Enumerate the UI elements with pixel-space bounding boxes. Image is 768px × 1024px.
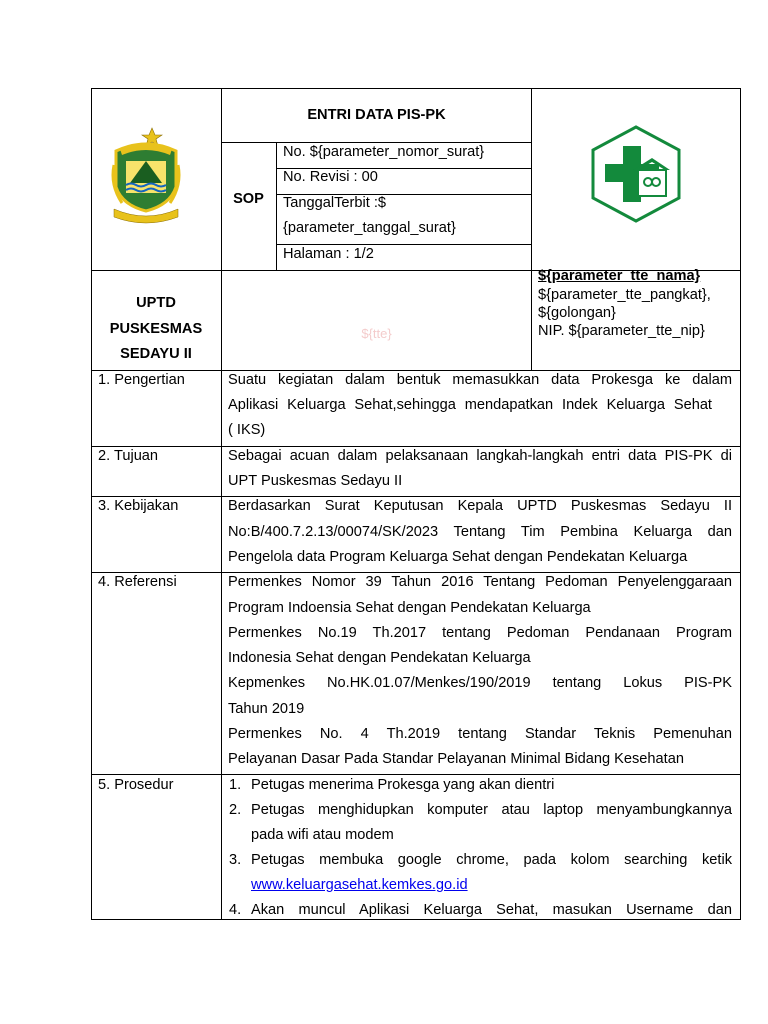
- kebijakan-line: No:B/400.7.2.13/00074/SK/2023 Tentang Tim Pembina Keluarga dan: [228, 524, 732, 540]
- document-number: No. ${parameter_nomor_surat}: [283, 144, 485, 160]
- signer-name: ${parameter_tte_nama}: [538, 268, 701, 284]
- step-2-text-cont: pada wifi atau modem: [251, 827, 394, 843]
- regional-emblem-logo: [108, 125, 184, 225]
- referensi-line: Pelayanan Dasar Pada Standar Pelayanan Minimal Bidang Kesehatan: [228, 751, 684, 767]
- signature-placeholder: ${tte}: [361, 326, 392, 341]
- referensi-line: Kepmenkes No.HK.01.07/Menkes/190/2019 tentang Lokus PIS-PK: [228, 675, 732, 691]
- pengertian-line: ( IKS): [228, 422, 266, 438]
- sop-label: SOP: [233, 191, 264, 207]
- step-number: 2.: [229, 802, 242, 818]
- referensi-line: Program Indoensia Sehat dengan Pendekatan Keluarga: [228, 600, 591, 616]
- step-1-text: Petugas menerima Prokesga yang akan dientri: [251, 777, 555, 793]
- step-number: 4.: [229, 902, 242, 918]
- document-title: ENTRI DATA PIS-PK: [307, 107, 446, 123]
- signer-group: ${golongan}: [538, 305, 616, 321]
- step-number: 1.: [229, 777, 242, 793]
- referensi-line: Permenkes No.19 Th.2017 tentang Pedoman Pendanaan Program: [228, 625, 732, 641]
- step-2-text: Petugas menghidupkan komputer atau laptop menyambungkannya: [251, 802, 732, 818]
- step-3-text: Petugas membuka google chrome, pada kolom searching ketik: [251, 852, 732, 868]
- kebijakan-line: Berdasarkan Surat Keputusan Kepala UPTD Puskesmas Sedayu II: [228, 498, 732, 514]
- referensi-line: Indonesia Sehat dengan Pendekatan Keluarga: [228, 650, 531, 666]
- referensi-line: Permenkes Nomor 39 Tahun 2016 Tentang Pedoman Penyelenggaraan: [228, 574, 732, 590]
- page-number: Halaman : 1/2: [283, 246, 374, 262]
- pengertian-line: Suatu kegiatan dalam bentuk memasukkan data Prokesga ke dalam: [228, 372, 732, 388]
- step-number: 3.: [229, 852, 242, 868]
- referensi-line: Permenkes No. 4 Th.2019 tentang Standar Teknis Pemenuhan: [228, 726, 732, 742]
- org-name-line3: SEDAYU II: [120, 346, 192, 362]
- issue-date-line1: TanggalTerbit :$: [283, 195, 387, 211]
- signer-rank: ${parameter_tte_pangkat},: [538, 287, 711, 303]
- tujuan-line: UPT Puskesmas Sedayu II: [228, 473, 403, 489]
- referensi-line: Tahun 2019: [228, 701, 305, 717]
- step-4-text: Akan muncul Aplikasi Keluarga Sehat, masukan Username dan: [251, 902, 732, 918]
- keluargasehat-link[interactable]: www.keluargasehat.kemkes.go.id: [251, 877, 468, 893]
- issue-date-line2: {parameter_tanggal_surat}: [283, 220, 456, 236]
- section-label-tujuan: 2. Tujuan: [98, 448, 159, 464]
- section-label-pengertian: 1. Pengertian: [98, 372, 185, 388]
- signer-nip: NIP. ${parameter_tte_nip}: [538, 323, 705, 339]
- section-label-referensi: 4. Referensi: [98, 574, 177, 590]
- kebijakan-line: Pengelola data Program Keluarga Sehat dengan Pendekatan Keluarga: [228, 549, 688, 565]
- revision-number: No. Revisi : 00: [283, 169, 378, 185]
- tujuan-line: Sebagai acuan dalam pelaksanaan langkah-langkah entri data PIS-PK di: [228, 448, 732, 464]
- org-name-line2: PUSKESMAS: [109, 321, 203, 337]
- puskesmas-logo: [586, 124, 686, 224]
- pengertian-line: Aplikasi Keluarga Sehat,sehingga mendapatkan Indek Keluarga Sehat: [228, 397, 712, 413]
- org-name-line1: UPTD: [136, 295, 176, 311]
- section-label-kebijakan: 3. Kebijakan: [98, 498, 179, 514]
- section-label-prosedur: 5. Prosedur: [98, 777, 174, 793]
